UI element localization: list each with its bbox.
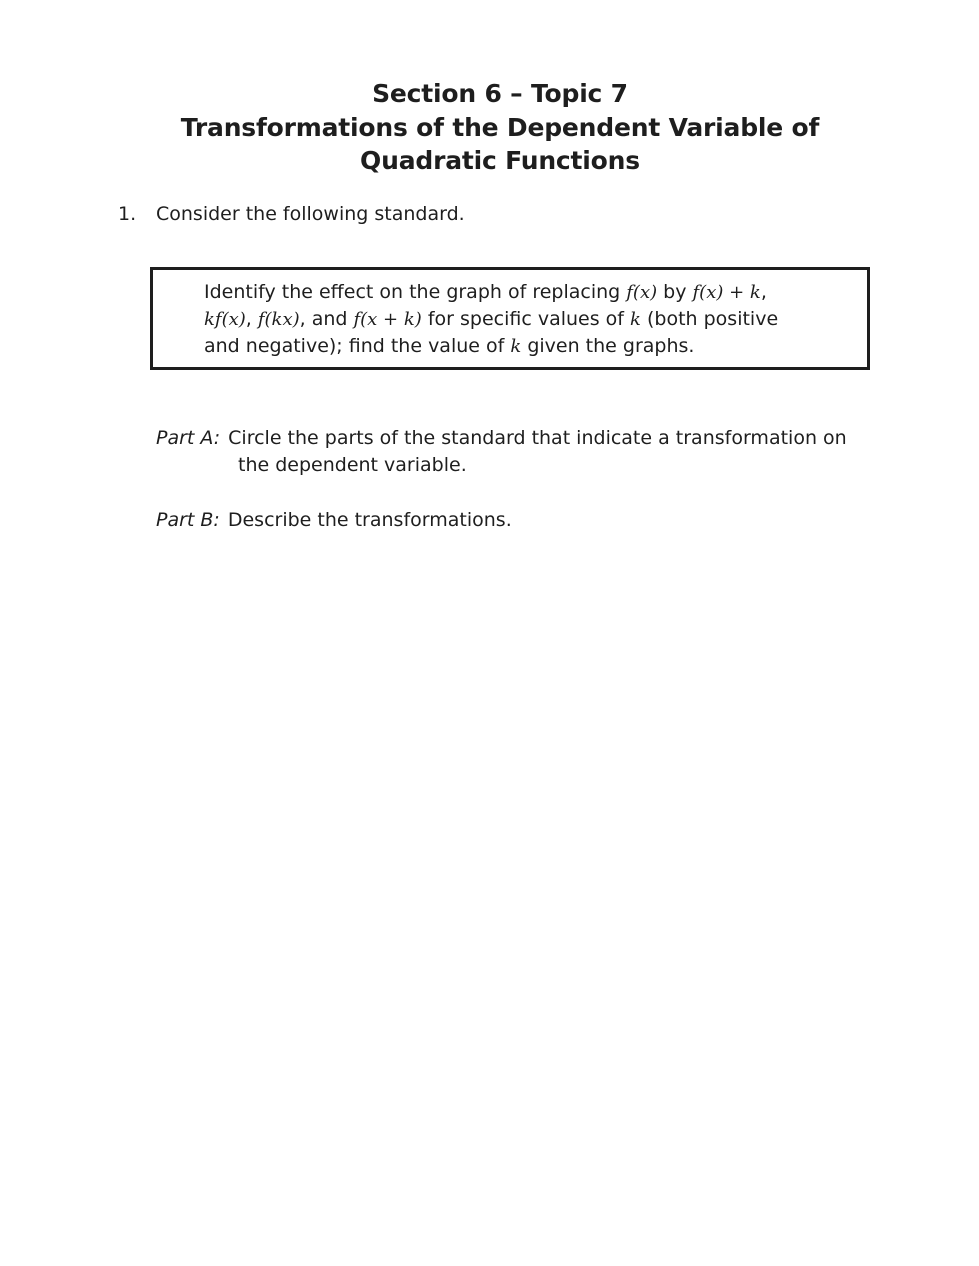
standard-text-fragment: , (760, 281, 767, 303)
math-expression: f(x) (626, 282, 658, 303)
standard-text-fragment: given the graphs. (521, 335, 695, 357)
part-a-text: Circle the parts of the standard that indicate a transformation on (228, 427, 847, 449)
math-expression: f(kx) (257, 309, 300, 330)
standard-text-fragment: (both positive (640, 308, 779, 330)
math-expression: f(x + k) (353, 309, 422, 330)
part-b (156, 507, 512, 534)
standard-text-fragment: by (657, 281, 693, 303)
standard-line-3 (204, 333, 854, 360)
page-title (0, 77, 979, 178)
question-number: 1. (118, 203, 137, 225)
question-prompt: Consider the following standard. (156, 203, 465, 225)
part-b-text: Describe the transformations. (227, 509, 512, 531)
standard-text (204, 279, 854, 360)
standard-text-fragment: Identify the effect on the graph of replacing (204, 281, 627, 303)
part-a-label: Part A: (156, 427, 221, 449)
standard-line-2 (204, 306, 854, 333)
standard-text-fragment: , and (299, 308, 354, 330)
title-line-1: Section 6 – Topic 7 (372, 79, 628, 108)
standard-text-fragment: , (245, 308, 258, 330)
standard-text-fragment: and negative); find the value of (204, 335, 511, 357)
math-expression: k (630, 309, 641, 330)
math-expression: f(x) + k (692, 282, 761, 303)
part-a-text-continued: the dependent variable. (238, 454, 467, 476)
part-a (156, 425, 847, 452)
title-line-3: Quadratic Functions (360, 146, 640, 175)
part-b-label: Part B: (156, 509, 220, 531)
standard-line-1 (204, 279, 854, 306)
title-line-2: Transformations of the Dependent Variable of (180, 112, 820, 142)
math-expression: kf(x) (204, 309, 246, 330)
standard-box (150, 267, 870, 370)
standard-text-fragment: for specific values of (421, 308, 631, 330)
math-expression: k (510, 336, 522, 357)
